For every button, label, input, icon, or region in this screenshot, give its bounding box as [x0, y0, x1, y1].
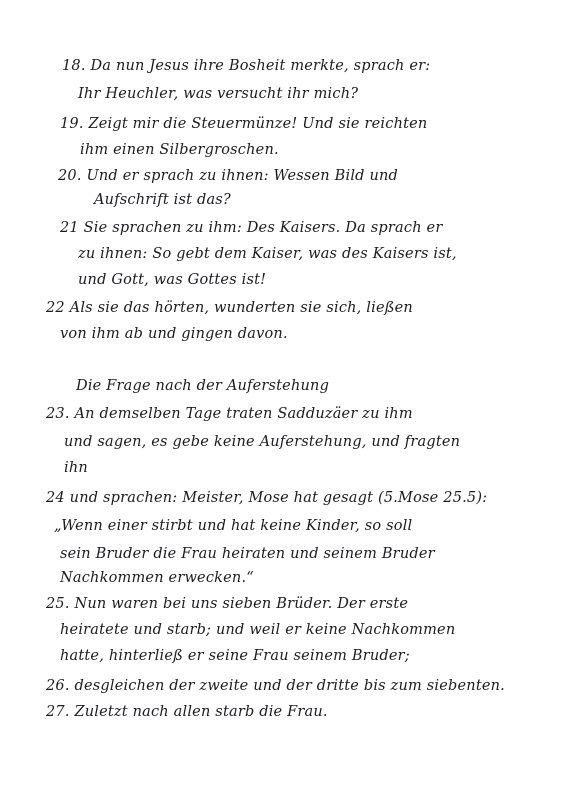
verse-24-line-2: „Wenn einer stirbt und hat keine Kinder, so soll	[54, 518, 413, 534]
verse-24-line-1: 24 und sprachen: Meister, Mose hat gesagt (5.Mose 25.5):	[46, 490, 488, 506]
verse-27-line-1: 27. Zuletzt nach allen starb die Frau.	[46, 704, 328, 720]
verse-26-line-1: 26. desgleichen der zweite und der dritte bis zum siebenten.	[46, 678, 505, 694]
verse-19-line-2: ihm einen Silbergroschen.	[80, 142, 279, 158]
verse-22-line-2: von ihm ab und gingen davon.	[60, 326, 288, 342]
verse-20-line-2: Aufschrift ist das?	[94, 192, 231, 208]
verse-24-line-3: sein Bruder die Frau heiraten und seinem Bruder	[60, 546, 435, 562]
verse-24-line-4: Nachkommen erwecken.“	[60, 570, 254, 586]
verse-25-line-1: 25. Nun waren bei uns sieben Brüder. Der erste	[46, 596, 409, 612]
verse-21-line-2: zu ihnen: So gebt dem Kaiser, was des Kaisers ist,	[78, 246, 457, 262]
verse-18-line-1: 18. Da nun Jesus ihre Bosheit merkte, sprach er:	[62, 58, 431, 74]
verse-18-line-2: Ihr Heuchler, was versucht ihr mich?	[78, 86, 359, 102]
verse-22-line-1: 22 Als sie das hörten, wunderten sie sich, ließen	[46, 300, 413, 316]
section-heading: Die Frage nach der Auferstehung	[76, 378, 330, 394]
verse-21-line-3: und Gott, was Gottes ist!	[78, 272, 267, 288]
verse-21-line-1: 21 Sie sprachen zu ihm: Des Kaisers. Da sprach er	[60, 220, 443, 236]
verse-25-line-2: heiratete und starb; und weil er keine Nachkommen	[60, 622, 456, 638]
verse-25-line-3: hatte, hinterließ er seine Frau seinem Bruder;	[60, 648, 410, 664]
verse-20-line-1: 20. Und er sprach zu ihnen: Wessen Bild und	[58, 168, 399, 184]
verse-19-line-1: 19. Zeigt mir die Steuermünze! Und sie reichten	[60, 116, 428, 132]
verse-23-line-3: ihn	[64, 460, 88, 476]
verse-23-line-1: 23. An demselben Tage traten Sadduzäer zu ihm	[46, 406, 413, 422]
verse-23-line-2: und sagen, es gebe keine Auferstehung, und fragten	[64, 434, 461, 450]
